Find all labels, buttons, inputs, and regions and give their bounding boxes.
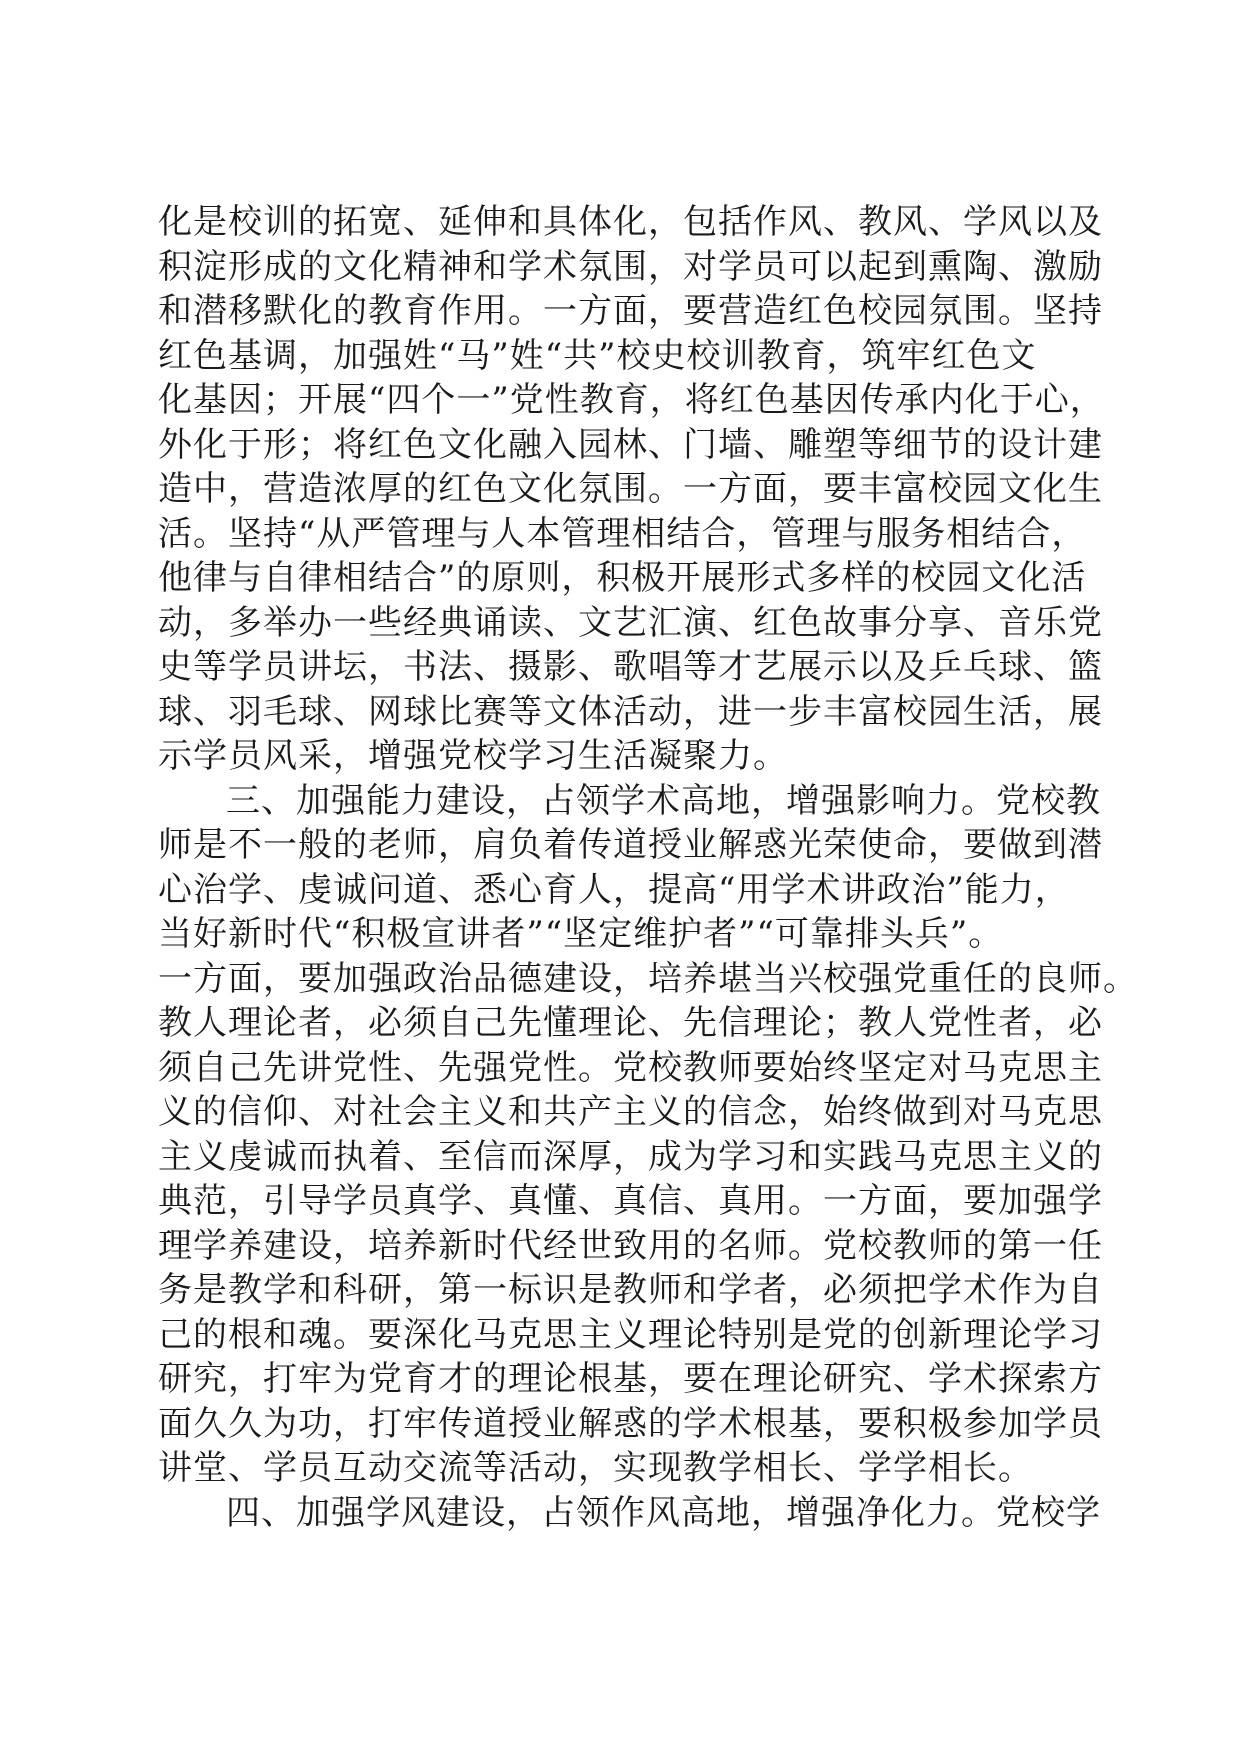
text-line: 教人理论者，必须自己先懂理论、先信理论；教人党性者，必 bbox=[158, 1003, 1103, 1043]
text-line: 面久久为功，打牢传道授业解惑的学术根基，要积极参加学员 bbox=[158, 1403, 1103, 1444]
body-text bbox=[158, 200, 1138, 1535]
text-line: 积淀形成的文化精神和学术氛围，对学员可以起到熏陶、激励 bbox=[158, 246, 1103, 287]
text-line: 球、羽毛球、网球比赛等文体活动，进一步丰富校园生活，展 bbox=[158, 691, 1103, 732]
text-line: 理学养建设，培养新时代经世致用的名师。党校教师的第一任 bbox=[158, 1225, 1103, 1266]
text-line: 外化于形；将红色文化融入园林、门墙、雕塑等细节的设计建 bbox=[158, 424, 1103, 465]
text-line: 一方面，要加强政治品德建设，培养堪当兴校强党重任的良师。 bbox=[158, 958, 1138, 999]
text-line: 和潜移默化的教育作用。一方面，要营造红色校园氛围。坚持 bbox=[158, 291, 1103, 331]
text-line: 典范，引导学员真学、真懂、真信、真用。一方面，要加强学 bbox=[158, 1181, 1103, 1221]
section-three-heading-line: 三、加强能力建设，占领学术高地，增强影响力。党校教 bbox=[226, 780, 1101, 821]
text-line: 务是教学和科研，第一标识是教师和学者，必须把学术作为自 bbox=[158, 1270, 1103, 1310]
text-line: 他律与自律相结合”的原则，积极开展形式多样的校园文化活 bbox=[158, 558, 1087, 598]
text-line: 活。坚持“从严管理与人本管理相结合，管理与服务相结合， bbox=[158, 513, 1087, 554]
text-line: 红色基调，加强姓“马”姓“共”校史校训教育，筑牢红色文 bbox=[158, 335, 1037, 376]
text-line: 化基因；开展“四个一”党性教育，将红色基因传承内化于心， bbox=[158, 380, 1105, 420]
text-line: 讲堂、学员互动交流等活动，实现教学相长、学学相长。 bbox=[158, 1448, 1033, 1488]
text-line: 化是校训的拓宽、延伸和具体化，包括作风、教风、学风以及 bbox=[158, 202, 1103, 242]
text-line: 须自己先讲党性、先强党性。党校教师要始终坚定对马克思主 bbox=[158, 1047, 1103, 1088]
text-line: 主义虔诚而执着、至信而深厚，成为学习和实践马克思主义的 bbox=[158, 1136, 1103, 1177]
text-line: 造中，营造浓厚的红色文化氛围。一方面，要丰富校园文化生 bbox=[158, 469, 1103, 509]
text-line: 史等学员讲坛，书法、摄影、歌唱等才艺展示以及乒乓球、篮 bbox=[158, 647, 1103, 687]
text-line: 当好新时代“积极宣讲者”“坚定维护者”“可靠排头兵”。 bbox=[158, 914, 1004, 954]
text-line: 研究，打牢为党育才的理论根基，要在理论研究、学术探索方 bbox=[158, 1359, 1103, 1399]
text-line: 动，多举办一些经典诵读、文艺汇演、红色故事分享、音乐党 bbox=[158, 602, 1103, 643]
text-line: 师是不一般的老师，肩负着传道授业解惑光荣使命，要做到潜 bbox=[158, 825, 1103, 865]
text-line: 心治学、虔诚问道、悉心育人，提高“用学术讲政治”能力， bbox=[158, 869, 1070, 910]
text-line: 示学员风采，增强党校学习生活凝聚力。 bbox=[158, 736, 788, 776]
text-line: 己的根和魂。要深化马克思主义理论特别是党的创新理论学习 bbox=[158, 1314, 1103, 1355]
text-line: 义的信仰、对社会主义和共产主义的信念，始终做到对马克思 bbox=[158, 1092, 1103, 1132]
section-four-heading-line: 四、加强学风建设，占领作风高地，增强净化力。党校学 bbox=[226, 1492, 1101, 1533]
